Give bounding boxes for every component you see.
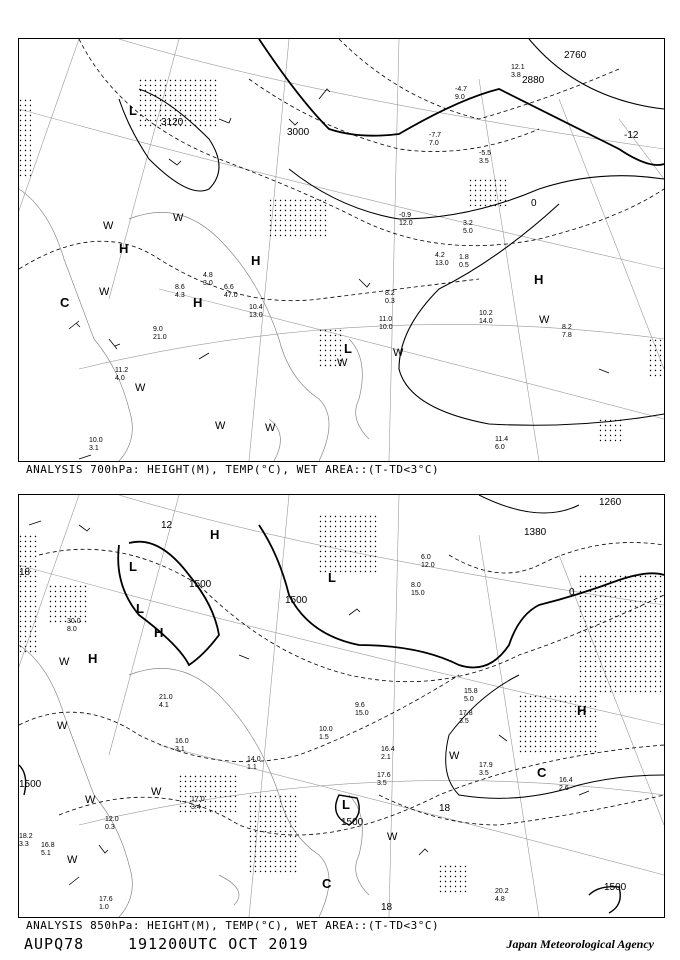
svg-text:3.5: 3.5 [479,770,489,777]
low-center: L [129,559,137,574]
svg-text:14.0: 14.0 [247,756,261,763]
svg-text:10.4: 10.4 [249,304,263,311]
warm-mark: W [173,212,184,224]
svg-text:17.6: 17.6 [377,772,391,779]
warm-mark: W [151,786,162,798]
svg-text:47.0: 47.0 [224,292,238,299]
wet-areas [19,515,664,895]
station [435,252,449,267]
warm-mark: W [85,794,96,806]
high-center: H [577,703,587,718]
station [379,316,393,331]
contour-label-minus12: -12 [624,130,639,141]
svg-text:8.6: 8.6 [175,284,185,291]
station [495,888,509,903]
svg-text:11.2: 11.2 [115,367,129,374]
svg-text:0.5: 0.5 [459,262,469,269]
warm-mark: W [215,420,226,432]
station [562,324,572,339]
high-center: H [534,272,544,287]
station [105,816,119,831]
station [67,618,81,633]
svg-text:9.6: 9.6 [355,702,365,709]
svg-text:12.0: 12.0 [421,562,435,569]
svg-text:17.0: 17.0 [191,796,205,803]
svg-text:3.1: 3.1 [89,445,99,452]
svg-text:12.0: 12.0 [399,220,413,227]
station [247,756,261,771]
contour-label-3000: 3000 [287,127,310,138]
svg-text:10.0: 10.0 [89,437,103,444]
low-center: L [129,103,137,118]
low-center: L [136,601,144,616]
station [89,437,103,452]
svg-text:17.8: 17.8 [459,710,473,717]
station [99,896,113,911]
low-center: L [328,570,336,585]
svg-text:3.4: 3.4 [191,804,201,811]
svg-text:20.2: 20.2 [495,888,509,895]
station [41,842,55,857]
svg-text:18.2: 18.2 [19,833,33,840]
svg-text:8.0: 8.0 [411,582,421,589]
svg-text:0.3: 0.3 [105,824,115,831]
warm-mark: W [387,831,398,843]
svg-text:10.0: 10.0 [319,726,333,733]
pressure-centers [88,527,586,891]
svg-text:6.0: 6.0 [495,444,505,451]
agency-name: Japan Meteorological Agency [506,937,654,951]
svg-text:1.5: 1.5 [319,734,329,741]
contour-label-0: 0 [569,587,575,598]
station [355,702,369,717]
svg-text:17.6: 17.6 [99,896,113,903]
svg-text:13.0: 13.0 [249,312,263,319]
svg-text:16.4: 16.4 [381,746,395,753]
isotherms [19,39,664,301]
high-center: H [193,295,203,310]
station [463,220,473,235]
svg-text:3.3: 3.3 [19,841,29,848]
contour-label-2760: 2760 [564,50,587,61]
station [159,694,173,709]
contour-label-1500: 1500 [285,595,308,606]
svg-text:-7.7: -7.7 [429,132,442,139]
svg-text:3.8: 3.8 [511,72,521,79]
station [479,762,493,777]
svg-text:3.0: 3.0 [203,280,213,287]
station [19,833,33,848]
cold-center: C [322,876,332,891]
high-center: H [210,527,220,542]
svg-text:4.3: 4.3 [175,292,185,299]
svg-text:15.0: 15.0 [411,590,425,597]
warm-mark: W [539,314,550,326]
svg-text:0.3: 0.3 [385,298,395,305]
svg-text:1.1: 1.1 [247,764,257,771]
station [411,582,425,597]
map-panel-700hpa [18,38,665,462]
contour-label-1500: 1500 [189,579,212,590]
contour-label-18: 18 [439,803,451,814]
svg-text:4.8: 4.8 [203,272,213,279]
svg-text:21.0: 21.0 [153,334,167,341]
high-center: H [88,651,98,666]
svg-text:-4.7: -4.7 [455,86,468,93]
product-id: AUPQ78 [24,935,85,953]
svg-text:8.2: 8.2 [562,324,572,331]
svg-text:14.0: 14.0 [479,318,493,325]
wet-areas [19,79,664,444]
station [203,272,213,287]
contour-label-1500: 1500 [19,779,42,790]
svg-text:8.2: 8.2 [385,290,395,297]
svg-text:7.8: 7.8 [562,332,572,339]
contour-label-1500: 1500 [604,882,627,893]
svg-text:3.1: 3.1 [175,746,185,753]
contour-label-3120: 3120 [161,117,184,128]
station [459,710,473,725]
station [464,688,478,703]
svg-text:4.0: 4.0 [115,375,125,382]
cold-center: C [537,765,547,780]
station [249,304,263,319]
caption-850hpa: ANALYSIS 850hPa: HEIGHT(M), TEMP(°C), WET AREA::(T-TD<3°C) [26,919,440,932]
svg-text:6.0: 6.0 [421,554,431,561]
warm-mark: W [99,286,110,298]
svg-text:-0.9: -0.9 [399,212,412,219]
station [479,150,491,165]
svg-text:11.4: 11.4 [495,436,509,443]
svg-text:4.2: 4.2 [435,252,445,259]
svg-text:15.0: 15.0 [355,710,369,717]
svg-text:10.2: 10.2 [479,310,493,317]
low-center: L [342,797,350,812]
svg-text:16.8: 16.8 [41,842,55,849]
svg-text:30.0: 30.0 [67,618,81,625]
station [495,436,508,451]
svg-text:21.0: 21.0 [159,694,173,701]
svg-text:12.0: 12.0 [105,816,119,823]
svg-text:3.5: 3.5 [377,780,387,787]
warm-mark: W [135,382,146,394]
svg-text:1.0: 1.0 [99,904,109,911]
station [559,777,573,792]
station [319,726,333,741]
station [455,86,467,101]
warm-mark: W [57,720,68,732]
map-850hpa-canvas [19,495,664,917]
map-700hpa-canvas [19,39,664,461]
svg-text:11.0: 11.0 [379,316,393,323]
warm-mark: W [337,357,348,369]
contour-label-2880: 2880 [522,75,545,86]
svg-text:12.1: 12.1 [511,64,525,71]
svg-text:-5.5: -5.5 [479,150,492,157]
high-center: H [251,253,261,268]
svg-text:10.0: 10.0 [379,324,393,331]
svg-text:5.0: 5.0 [463,228,473,235]
contour-label-18: 18 [19,567,31,578]
station [421,554,435,569]
station [479,310,493,325]
svg-text:16.0: 16.0 [175,738,189,745]
station [377,772,391,787]
svg-text:5.0: 5.0 [464,696,474,703]
station [153,326,167,341]
low-center: L [344,341,352,356]
svg-text:3.5: 3.5 [479,158,489,165]
svg-text:6.6: 6.6 [224,284,234,291]
valid-time: 191200UTC OCT 2019 [128,935,309,953]
contour-label-0: 0 [531,198,537,209]
svg-text:2.6: 2.6 [559,785,569,792]
svg-text:5.1: 5.1 [41,850,51,857]
station [399,212,413,227]
warm-mark: W [449,750,460,762]
contour-label-1260: 1260 [599,497,622,508]
station [385,290,395,305]
svg-text:17.9: 17.9 [479,762,493,769]
svg-text:2.1: 2.1 [381,754,391,761]
station [175,284,185,299]
svg-text:8.0: 8.0 [67,626,77,633]
svg-text:16.4: 16.4 [559,777,573,784]
svg-text:3.2: 3.2 [463,220,473,227]
contour-label-1380: 1380 [524,527,547,538]
svg-text:13.0: 13.0 [435,260,449,267]
high-center: H [119,241,129,256]
svg-text:9.0: 9.0 [153,326,163,333]
warm-mark: W [103,220,114,232]
map-panel-850hpa [18,494,665,918]
contour-label-18: 18 [381,902,393,913]
caption-700hpa: ANALYSIS 700hPa: HEIGHT(M), TEMP(°C), WET AREA::(T-TD<3°C) [26,463,440,476]
station [459,254,469,269]
station [429,132,441,147]
high-center: H [154,625,164,640]
svg-text:1.8: 1.8 [459,254,469,261]
warm-mark: W [59,656,70,668]
svg-text:4.8: 4.8 [495,896,505,903]
svg-text:9.0: 9.0 [455,94,465,101]
contour-label-1500: 1500 [341,817,364,828]
warm-mark: W [393,347,404,359]
warm-mark: W [67,854,78,866]
svg-text:7.0: 7.0 [429,140,439,147]
station [175,738,189,753]
svg-text:3.5: 3.5 [459,718,469,725]
svg-text:15.8: 15.8 [464,688,478,695]
warm-mark: W [265,422,276,434]
contour-label-12: 12 [161,520,173,531]
svg-text:4.1: 4.1 [159,702,169,709]
cold-center: C [60,295,70,310]
station [115,367,128,382]
graticule [19,39,664,461]
station [224,284,238,299]
